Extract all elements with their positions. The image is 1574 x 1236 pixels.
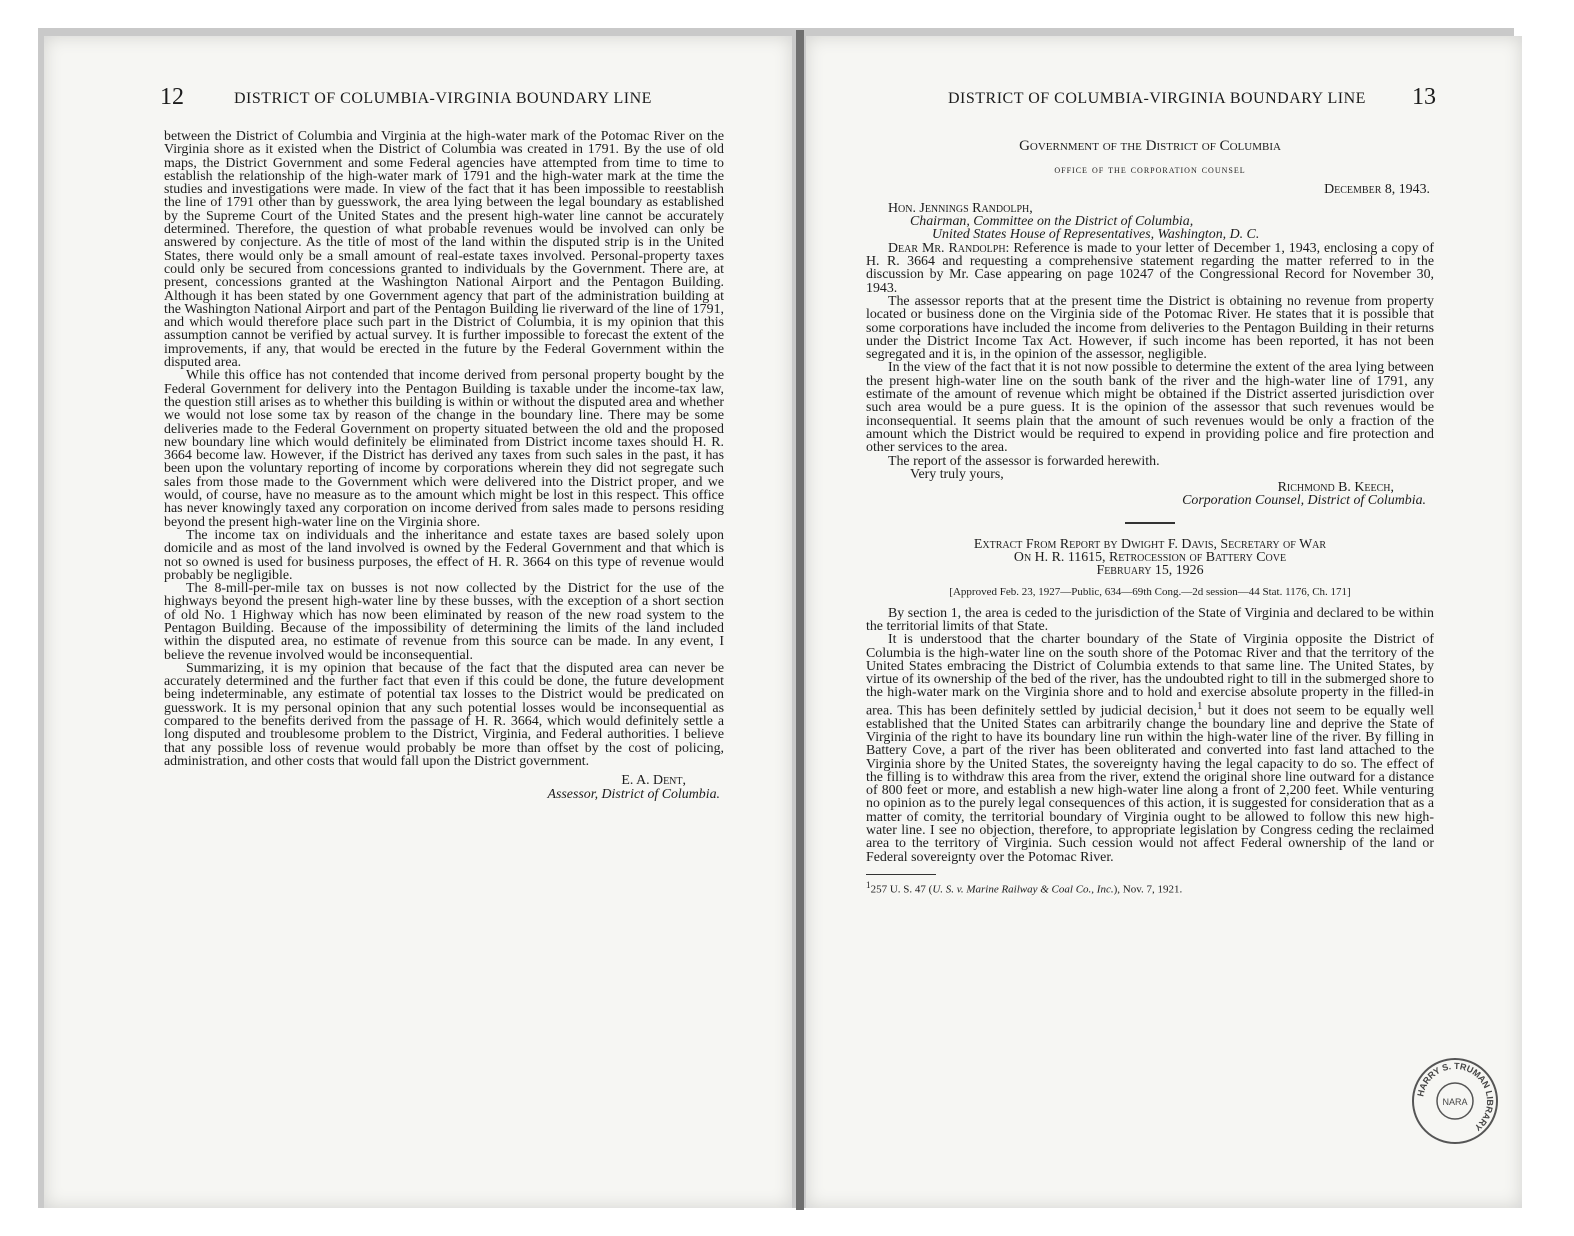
extract-title-line-1: Extract From Report by Dwight F. Davis, Secretary of War <box>973 536 1327 552</box>
right-signature-title: Corporation Counsel, District of Columbia. <box>1182 493 1426 509</box>
left-running-head: DISTRICT OF COLUMBIA-VIRGINIA BOUNDARY LINE <box>234 90 652 107</box>
right-page-number: 13 <box>1412 84 1436 110</box>
letterhead-office: office of the corporation counsel <box>1054 162 1246 177</box>
footnote-mark: 1 <box>866 879 871 890</box>
salutation: Dear Mr. Randolph: <box>888 240 1010 256</box>
left-signature-name: E. A. Dent, <box>621 773 686 789</box>
left-body-text <box>164 130 724 801</box>
left-paragraph: The income tax on individuals and the inheritance and estate taxes are based solely upon domicile and as most of the land involved is owned by the Federal Government and that which is not so owned is used for business purposes, the effect of H. R. 3664 on this type of revenue would probably be negligible. <box>164 527 724 583</box>
extract-paragraph: but it does not seem to be equally well established that the United States can arbitrarily change the boundary line and deprive the State of Virginia of the right to have its boundary line run within the high-water line of the river. By filling in Battery Cove, a part of the river has been obliterated and converted into fast land attached to the Virginia shore by the United States, the sovereignty having the legal capacity to do so. The effect of the filling is to withdraw this area from the river, extend the original shore line outward for a distance of 800 feet or more, and establish a new high-water line along a front of 2,200 feet. While venturing no opinion as to the purely legal consequences of this action, it is suggested for consideration that as a matter of comity, the territorial boundary of Virginia ought to be allowed to follow this new high-water line. I see no objection, therefore, to appropriate legislation by Congress ceding the reclaimed area to the territory of Virginia. Such cession would not affect Federal ownership of the land or Federal sovereignty over the Potomac River. <box>866 703 1435 865</box>
addressee-house: United States House of Representatives, Washington, D. C. <box>932 227 1260 243</box>
left-paragraph: between the District of Columbia and Virginia at the high-water mark of the Potomac River on the Virginia shore as it existed when the District of Columbia was created in 1791. By the use of old maps, the District Government and some Federal agencies have attempted from time to time to establish the relationship of the high-water mark of 1791 and the high-water mark at the time the studies and investigations were made. In view of the fact that it has been impossible to reestablish the line of 1791 other than by guesswork, the area lying between the legal boundary as established by the Supreme Court of the United States and the present high-water line cannot be accurately determined. Therefore, the question of what probable revenues would be involved can only be answered by conjecture. As the title of most of the land within the disputed strip is in the United States, there would only be a small amount of real-estate taxes involved. Personal-property taxes could only be secured from concessions granted to individuals by the Government. There are, at present, concessions granted at the Washington National Airport and the Pentagon Building. Although it has been stated by one Government agency that part of the administration building at the Washington National Airport and part of the Pentagon Building lie riverward of the line of 1791, and which would therefore place such part in the District of Columbia, it is my opinion that this assumption cannot be verified by actual survey. It is further impossible to forecast the extent of the improvements, if any, that would be erected in the future by the Federal Government within the disputed area. <box>164 129 724 371</box>
letter-paragraph: The assessor reports that at the present time the District is obtaining no revenue from property located or business done on the Virginia side of the Potomac River. He states that it is possible that some corporations have included the income from deliveries to the Pentagon Building in their returns under the District Income Tax Act. However, if such income has been reported, it has not been segregated and it is, in the opinion of the assessor, negligible. <box>866 293 1434 363</box>
letterhead-government: Government of the District of Columbia <box>1019 138 1281 154</box>
left-paragraph: The 8-mill-per-mile tax on busses is not now collected by the District for the use of the highways beyond the present high-water line by these busses, with the exception of a short section of old No. 1 Highway which has now been eliminated by reason of the new road system to the Pentagon Building. Because of the impossibility of determining the limits of the land included within the disputed area, no estimate of revenue from this source can be made. In any event, I believe the revenue involved would be inconsequential. <box>164 581 724 663</box>
footnote-reference: 1 <box>1197 699 1203 712</box>
addressee-name: Hon. Jennings Randolph, <box>888 200 1033 216</box>
left-paragraph: While this office has not contended that income derived from personal property bought by the Federal Government for delivery into the Pentagon Building is taxable under the income-tax law, the question still arises as to whether this building is within or without the disputed area and whether we would not lose some tax by reason of the change in the boundary line. There may be some deliveries made to the Federal Government on property situated between the old and the proposed new boundary line which would definitely be eliminated from District income taxes should H. R. 3664 become law. However, if the District has derived any taxes from such sales in the past, it has been upon the voluntary reporting of income by corporations wherein they did not segregate such sales from those made to the Government which were delivered into the District proper, and we would, of course, have no measure as to the amount which might be lost in this respect. This office has never knowingly taxed any corporation on income derived from sales made to persons residing beyond the present high-water line on the Virginia shore. <box>164 368 724 530</box>
right-signature-name: Richmond B. Keech, <box>1277 480 1394 496</box>
right-running-head: DISTRICT OF COLUMBIA-VIRGINIA BOUNDARY LINE <box>948 90 1366 107</box>
right-body-text <box>866 134 1434 897</box>
letter-paragraph: In the view of the fact that it is not now possible to determine the extent of the area lying between the present high-water line on the south bank of the river and the high-water line of 1791, any estimate of the amount of revenue which might be obtained if the District asserted jurisdiction over such area would be a pure guess. It is the opinion of the assessor that such revenues would be inconsequential. It seems plain that the amount of such revenues would be only a fraction of the amount which the District would be required to expend in providing police and fire protection and other services to the area. <box>866 360 1434 456</box>
letter-paragraph: Reference is made to your letter of December 1, 1943, enclosing a copy of H. R. 3664 and requesting a comprehensive statement regarding the matter referred to in the discussion by Mr. Case appearing on page 10247 of the Congressional Record for November 30, 1943. <box>866 240 1434 296</box>
letter-closing: Very truly yours, <box>910 466 1004 482</box>
left-signature-title: Assessor, District of Columbia. <box>547 786 720 802</box>
extract-title-line-3: February 15, 1926 <box>1096 563 1204 579</box>
section-divider <box>1125 522 1175 524</box>
addressee-title: Chairman, Committee on the District of Columbia, <box>910 214 1194 230</box>
truman-library-stamp <box>1410 1056 1500 1146</box>
approved-note: [Approved Feb. 23, 1927—Public, 634—69th Cong.—2d session—44 Stat. 1176, Ch. 171] <box>949 585 1351 598</box>
letter-paragraph: The report of the assessor is forwarded herewith. <box>888 453 1160 469</box>
letter-date: December 8, 1943. <box>1324 181 1430 197</box>
left-page-number: 12 <box>160 84 184 110</box>
extract-paragraph: By section 1, the area is ceded to the jurisdiction of the State of Virginia and declared to be within the territorial limits of that State. <box>866 605 1434 634</box>
footnote-rule <box>866 874 936 875</box>
right-page <box>806 36 1522 1208</box>
svg-text:NARA: NARA <box>1442 1097 1468 1107</box>
footnote-date: ), Nov. 7, 1921. <box>1113 883 1183 896</box>
extract-title-line-2: On H. R. 11615, Retrocession of Battery Cove <box>1013 550 1287 566</box>
footnote-citation: 257 U. S. 47 ( <box>870 883 933 896</box>
left-paragraph: Summarizing, it is my opinion that because of the fact that the disputed area can never be accurately determined and the further fact that even if this could be done, the future development being indeterminable, any estimate of potential tax losses to the District would be predicated on guesswork. It is my personal opinion that any such potential losses would be inconsequential as compared to the benefits derived from the passage of H. R. 3664, which would definitely settle a long disputed and troublesome problem to the District, Virginia, and Federal authorities. I believe that any possible loss of revenue would probably be more than offset by the cost of policing, administration, and other costs that would fall upon the District government. <box>164 660 724 769</box>
footnote <box>866 879 1434 897</box>
left-page <box>44 36 792 1208</box>
footnote-case-name: U. S. v. Marine Railway & Coal Co., Inc. <box>932 883 1114 896</box>
svg-text:HARRY S. TRUMAN LIBRARY: HARRY S. TRUMAN LIBRARY <box>1415 1060 1496 1133</box>
book-gutter <box>796 30 804 1210</box>
extract-paragraph: It is understood that the charter boundary of the State of Virginia opposite the District of Columbia is the high-water line on the south shore of the Potomac River and that the territory of the United States embracing the District of Columbia extends to that same line. The United States, by virtue of its ownership of the bed of the river, has the undoubted right to till in the submerged shore to the high-water mark on the Virginia shore and to hold and exercise absolute property in the filled-in area. This has been definitely settled by judicial decision, <box>866 632 1434 719</box>
